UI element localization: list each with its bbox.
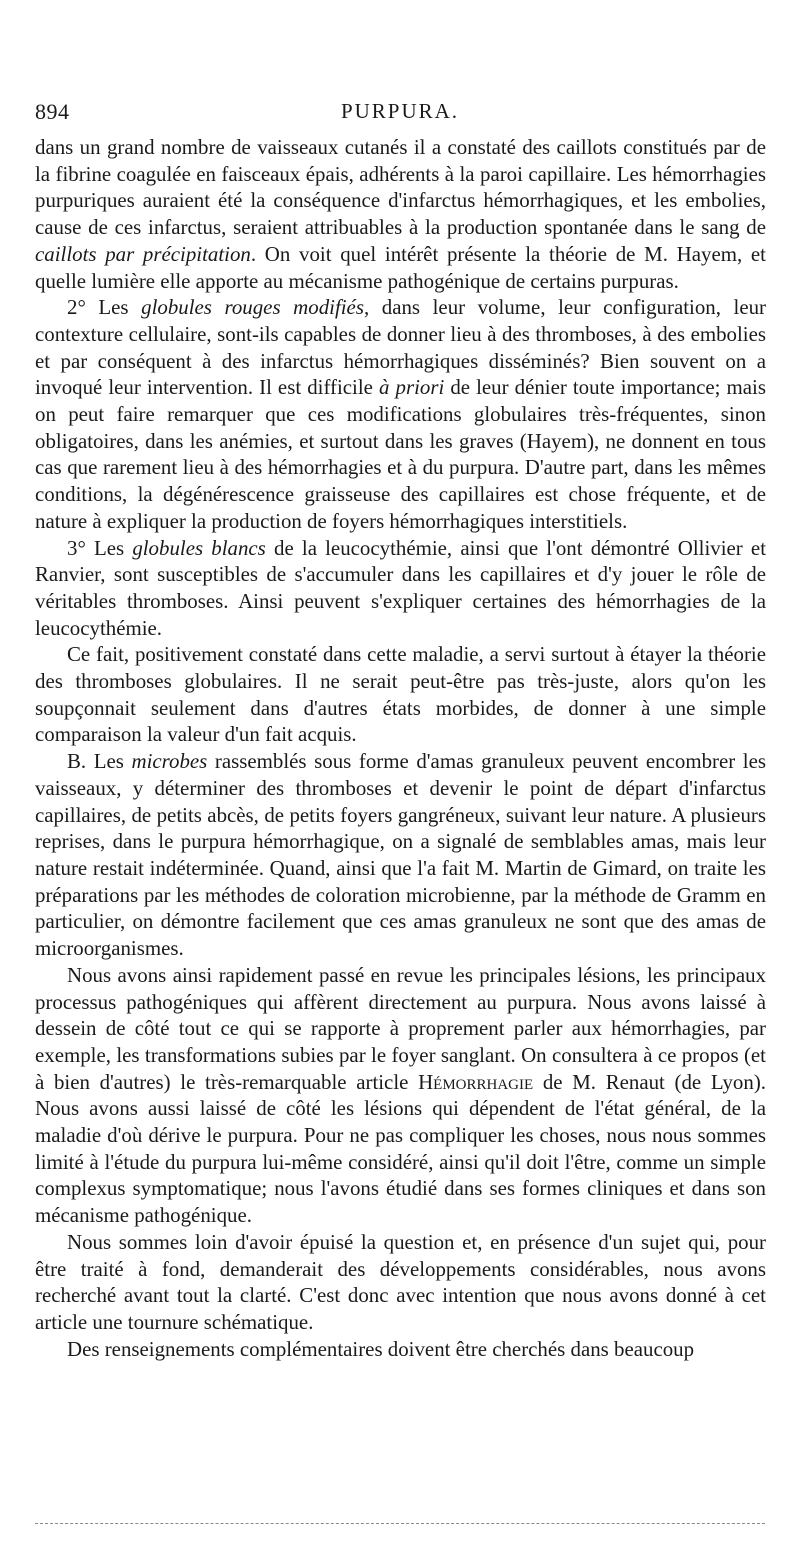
paragraph-renseignements: Des renseignements complémentaires doivent être cherchés dans beaucoup [67, 1336, 695, 1361]
paragraph-globules-rouges: 2° Les globules rouges modifiés, dans leur volume, leur configuration, leur contexture cellulaire, sont-ils capables de donner lieu à des thromboses, à des embolies et par conséquent à des infarctus hémorrhagiques disséminés? Bien souvent on a invoqué leur intervention. Il est difficile à priori de leur dénier toute importance; mais on peut faire remarquer que ces modifications globulaires très-fréquentes, sinon obligatoires, dans les anémies, et surtout dans les graves (Hayem), ne donnent en tous cas que rarement lieu à des hémorrhagies et à du purpura. D'autre part, dans les mêmes conditions, la dégénérescence graisseuse des capillaires est chose fréquente, et de nature à expliquer la production de foyers hémorrhagiques interstitiels. [35, 295, 766, 533]
italic-term: caillots par précipitation [35, 241, 251, 266]
running-title: PURPURA. [340, 99, 460, 123]
italic-term: microbes [131, 749, 208, 774]
page-header [35, 99, 765, 129]
italic-term: à priori [379, 375, 445, 400]
paragraph-microbes: B. Les microbes rassemblés sous forme d'amas granuleux peuvent encombrer les vaisseaux, y déterminer des thromboses et devenir le point de départ d'infarctus capillaires, de petits abcès, de petits foyers gangréneux, suivant leur nature. A plusieurs reprises, dans le purpura hémorrhagique, on a signalé de semblables amas, mais leur nature restait indéterminée. Quand, ainsi que l'a fait M. Martin de Gimard, on traite les préparations par les méthodes de coloration microbienne, par la méthode de Gramm en particulier, on démontre facilement que ces amas granuleux ne sont que des amas de microorganismes. [35, 749, 767, 961]
small-caps-term: Hémorrhagie [418, 1069, 534, 1094]
footer-rule [35, 1523, 765, 1524]
paragraph-revue-lesions: Nous avons ainsi rapidement passé en revue les principales lésions, les principaux processus pathogéniques qui affèrent directement au purpura. Nous avons laissé à dessein de côté tout ce qui se rapporte à proprement parler aux hémorrhagies, par exemple, les transformations subies par le foyer sanglant. On consultera à ce propos (et à bien d'autres) le très-remarquable article Hémorrhagie de M. Renaut (de Lyon). Nous avons aussi laissé de côté les lésions qui dépendent de l'état général, de la maladie d'où dérive le purpura. Pour ne pas compliquer les choses, nous nous sommes limité à l'étude du purpura lui-même considéré, ainsi qu'il doit l'être, comme un simple complexus symptomatique; nous l'avons étudié dans ses formes cliniques et dans son mécanisme pathogénique. [35, 962, 766, 1228]
paragraph-globules-blancs: 3° Les globules blancs de la leucocythémie, ainsi que l'ont démontré Ollivier et Ranvier, sont susceptibles de s'accumuler dans les capillaires et d'y jouer le rôle de véritables thromboses. Ainsi peuvent s'expliquer certaines des hémorrhagies de la leucocythémie. [35, 535, 766, 640]
page-number: 894 [35, 99, 70, 124]
paragraph-continuation: dans un grand nombre de vaisseaux cutanés il a constaté des caillots constitués par de la fibrine coagulée en faisceaux épais, adhérents à la paroi capillaire. Les hémorrhagies purpuriques auraient été la conséquence d'infarctus hémorrhagiques, et les embolies, cause de ces infarctus, seraient attribuables à la production spontanée dans le sang de caillots par précipitation. On voit quel intérêt présente la théorie de M. Hayem, et quelle lumière elle apporte au mécanisme pathogénique de certains purpuras. [35, 135, 766, 293]
italic-term: globules rouges modifiés [141, 295, 364, 320]
italic-term: globules blancs [132, 535, 266, 560]
paragraph-conclusion: Nous sommes loin d'avoir épuisé la question et, en présence d'un sujet qui, pour être traité à fond, demanderait des développements considérables, nous avons recherché avant tout la clarté. C'est donc avec intention que nous avons donné à cet article une tournure schématique. [35, 1229, 766, 1334]
body-text [35, 134, 766, 1362]
paragraph-ce-fait: Ce fait, positivement constaté dans cette maladie, a servi surtout à étayer la théorie des thromboses globulaires. Il ne serait peut-être pas très-juste, alors qu'on les soupçonnait seulement dans d'autres états morbides, de donner à une simple comparaison la valeur d'un fait acquis. [35, 642, 766, 747]
